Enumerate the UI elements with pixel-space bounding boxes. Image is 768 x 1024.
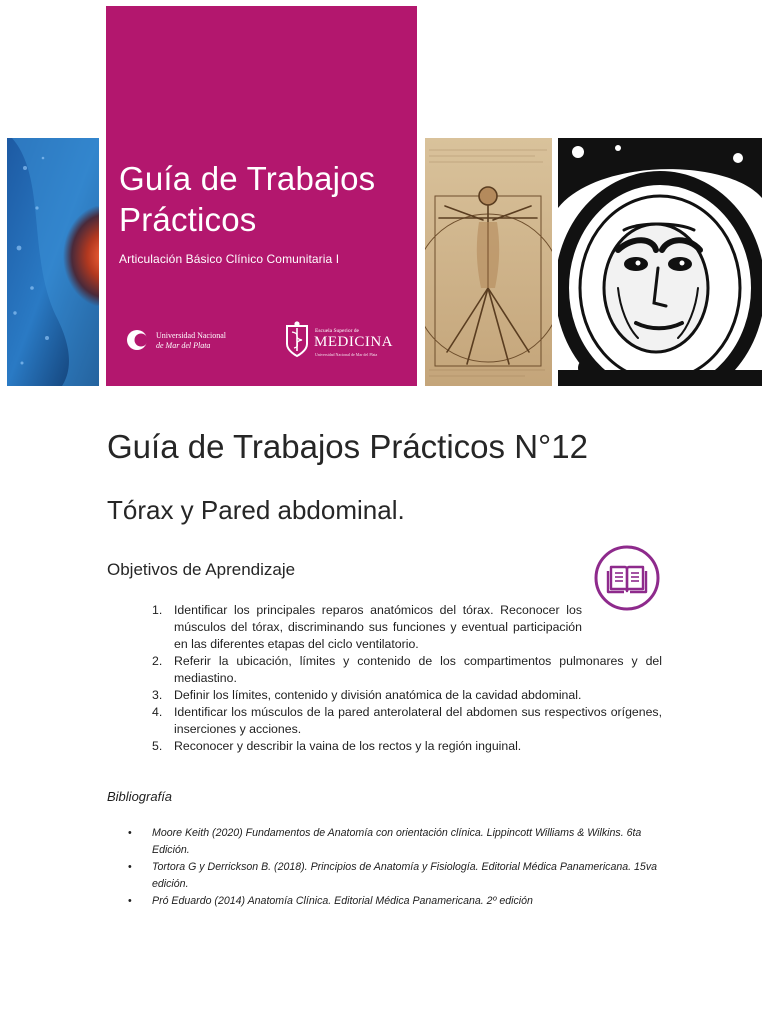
bibliography-list [128, 825, 668, 910]
astronaut-graphic [558, 138, 762, 386]
vitruvian-man-image [425, 138, 552, 386]
unmdp-name-line-1: Universidad Nacional [156, 331, 226, 340]
objective-number: 1. [152, 603, 163, 617]
medicina-school-label: Escuela Superior de [315, 328, 359, 334]
cover-title-line-1: Guía de Trabajos [119, 160, 376, 197]
objective-text: Definir los límites, contenido y división anatómica de la cavidad abdominal. [174, 688, 582, 702]
unmdp-name [156, 331, 226, 351]
bibliography-item [128, 825, 668, 859]
cover-title [119, 158, 409, 240]
medicina-label: MEDICINA [314, 334, 393, 350]
bibliography-text: Tortora G y Derrickson B. (2018). Principios de Anatomía y Fisiología. Editorial Médica Panamericana. 15va edición. [152, 861, 658, 890]
caduceus-shield-icon [284, 320, 310, 358]
objectives-list [150, 602, 662, 755]
objective-item [150, 704, 662, 738]
objective-number: 2. [152, 654, 163, 668]
objective-item [150, 738, 662, 755]
bibliography-text: Pró Eduardo (2014) Anatomía Clínica. Editorial Médica Panamericana. 2º edición [152, 895, 533, 907]
document-subtitle: Tórax y Pared abdominal. [107, 495, 405, 525]
document-title: Guía de Trabajos Prácticos N°12 [107, 428, 588, 465]
objective-text: Identificar los principales reparos anatómicos del tórax. Reconocer los músculos del tórax, discriminando sus funciones y eventual participación en las diferentes etapas del ciclo ventilatorio. [174, 603, 582, 651]
unmdp-logo [126, 326, 256, 356]
objective-text: Referir la ubicación, límites y contenido de los compartimentos pulmonares y del mediastino. [174, 654, 662, 685]
bibliography-heading: Bibliografía [107, 789, 173, 804]
objective-item [150, 687, 662, 704]
unmdp-emblem-icon [126, 329, 148, 351]
objective-text: Identificar los músculos de la pared anterolateral del abdomen sus respectivos orígenes, inserciones y acciones. [174, 705, 662, 736]
cover-title-line-2: Prácticos [119, 201, 257, 238]
bibliography-item [128, 859, 668, 893]
cover-panel [106, 6, 417, 386]
objective-number: 5. [152, 739, 163, 753]
objective-item [150, 602, 662, 653]
objective-text: Reconocer y describir la vaina de los rectos y la región inguinal. [174, 739, 522, 753]
unmdp-name-line-2: de Mar del Plata [156, 341, 211, 350]
vitruvian-man-graphic [425, 138, 552, 386]
objective-item [150, 653, 662, 687]
bibliography-item [128, 893, 668, 910]
objectives-heading: Objetivos de Aprendizaje [107, 560, 296, 579]
cover-subtitle: Articulación Básico Clínico Comunitaria I [119, 252, 340, 266]
bullet-icon: • [128, 895, 132, 907]
bibliography-text: Moore Keith (2020) Fundamentos de Anatomía con orientación clínica. Lippincott Williams & Wilkins. 6ta Edición. [152, 827, 642, 856]
medicina-logo [284, 320, 404, 360]
cell-image-graphic [7, 138, 99, 386]
medicina-university-label: Universidad Nacional de Mar del Plata [315, 352, 378, 357]
bullet-icon: • [128, 827, 132, 839]
bullet-icon: • [128, 861, 132, 873]
objective-number: 4. [152, 705, 163, 719]
objective-number: 3. [152, 688, 163, 702]
cell-microscopy-image [7, 138, 99, 386]
astronaut-illustration-image [558, 138, 762, 386]
